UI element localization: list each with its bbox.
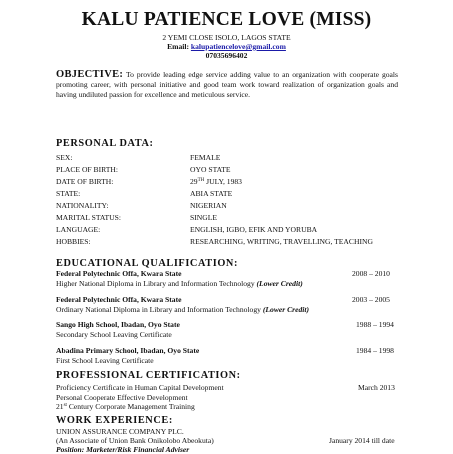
phone-number: 07035696402 bbox=[205, 51, 248, 60]
sex-value: FEMALE bbox=[190, 153, 221, 162]
hobbies-label: HOBBIES: bbox=[56, 237, 91, 246]
marital-status-label: MARITAL STATUS: bbox=[56, 213, 121, 222]
place-of-birth-label: PLACE OF BIRTH: bbox=[56, 165, 118, 174]
certification-date: March 2013 bbox=[358, 383, 395, 392]
nationality-value: NIGERIAN bbox=[190, 201, 227, 210]
personal-data-heading: PERSONAL DATA: bbox=[56, 138, 154, 149]
certification-item: 21st Century Corporate Management Training bbox=[56, 402, 195, 411]
work-company: UNION ASSURANCE COMPANY PLC. bbox=[56, 427, 184, 436]
education-dates: 1988 – 1994 bbox=[356, 320, 394, 329]
education-institution: Federal Polytechnic Offa, Kwara State bbox=[56, 269, 182, 278]
date-of-birth-label: DATE OF BIRTH: bbox=[56, 177, 114, 186]
objective-paragraph bbox=[56, 70, 398, 99]
objective-text: To provide leading edge service adding value to an organization with cooperate goals promoting career, with personal initiative and good team work toward realization of organization goals and having undiluted passion for excellence and meticulous service. bbox=[56, 70, 398, 99]
date-of-birth-value: 29TH JULY, 1983 bbox=[190, 177, 242, 186]
language-label: LANGUAGE: bbox=[56, 225, 101, 234]
email-label: Email: bbox=[167, 42, 189, 51]
education-dates: 2003 – 2005 bbox=[352, 295, 390, 304]
sex-label: SEX: bbox=[56, 153, 73, 162]
state-label: STATE: bbox=[56, 189, 81, 198]
education-institution: Sango High School, Ibadan, Oyo State bbox=[56, 320, 180, 329]
education-dates: 2008 – 2010 bbox=[352, 269, 390, 278]
hobbies-value: RESEARCHING, WRITING, TRAVELLING, TEACHING bbox=[190, 237, 373, 246]
work-dates: January 2014 till date bbox=[329, 436, 395, 445]
email-line bbox=[0, 43, 453, 51]
place-of-birth-value: OYO STATE bbox=[190, 165, 231, 174]
work-associate: (An Associate of Union Bank Onikolobo Abeokuta) bbox=[56, 436, 214, 445]
education-institution: Abadina Primary School, Ibadan, Oyo State bbox=[56, 346, 200, 355]
work-position: Position: Marketer/Risk Financial Adviser bbox=[56, 445, 190, 454]
education-qualification: Secondary School Leaving Certificate bbox=[56, 330, 172, 339]
education-heading: EDUCATIONAL QUALIFICATION: bbox=[56, 258, 238, 269]
address: 2 YEMI CLOSE ISOLO, LAGOS STATE bbox=[162, 33, 291, 42]
work-heading: WORK EXPERIENCE: bbox=[56, 415, 173, 426]
education-dates: 1984 – 1998 bbox=[356, 346, 394, 355]
certification-item: Proficiency Certificate in Human Capital Development bbox=[56, 383, 224, 392]
candidate-name: KALU PATIENCE LOVE (MISS) bbox=[81, 9, 372, 30]
education-qualification: Ordinary National Diploma in Library and Information Technology (Lower Credit) bbox=[56, 305, 310, 314]
marital-status-value: SINGLE bbox=[190, 213, 217, 222]
state-value: ABIA STATE bbox=[190, 189, 233, 198]
certification-heading: PROFESSIONAL CERTIFICATION: bbox=[56, 370, 241, 381]
email-link[interactable]: kalupatiencelove@gmail.com bbox=[190, 42, 286, 51]
education-institution: Federal Polytechnic Offa, Kwara State bbox=[56, 295, 182, 304]
education-qualification: First School Leaving Certificate bbox=[56, 356, 154, 365]
language-value: ENGLISH, IGBO, EFIK AND YORUBA bbox=[190, 225, 318, 234]
education-qualification: Higher National Diploma in Library and Information Technology (Lower Credit) bbox=[56, 279, 303, 288]
certification-item: Personal Cooperate Effective Development bbox=[56, 393, 188, 402]
nationality-label: NATIONALITY: bbox=[56, 201, 109, 210]
objective-title: OBJECTIVE: bbox=[56, 69, 124, 80]
